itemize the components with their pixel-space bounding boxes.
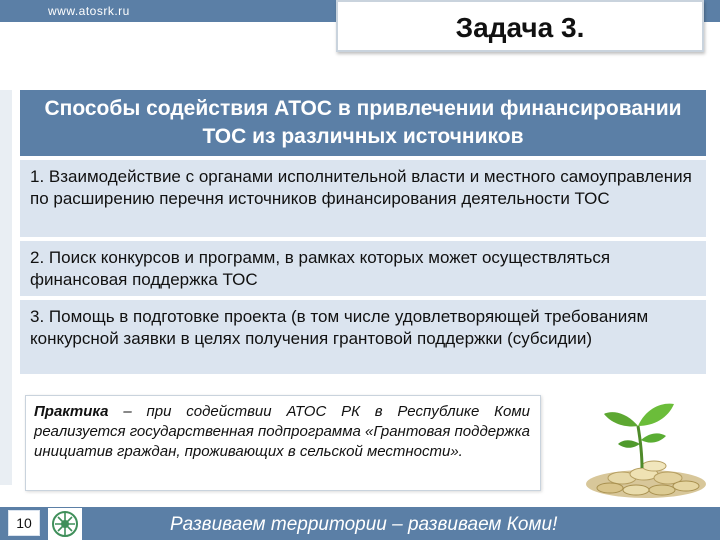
page-number: 10 — [8, 510, 40, 536]
left-decor-strip — [0, 90, 12, 485]
practice-text: – при содействии АТОС РК в Республике Коми реализуется государственная подпрограмма «Грантовая поддержка инициатив граждан, проживающих в сельской местности». — [34, 403, 530, 460]
organization-logo-icon — [48, 508, 82, 540]
footer-slogan: Развиваем территории – развиваем Коми! — [170, 514, 558, 535]
table-row: 2. Поиск конкурсов и программ, в рамках которых может осуществляться финансовая поддержка ТОС — [20, 239, 706, 296]
slide-title: Задача 3. — [455, 12, 585, 43]
table-heading: Способы содействия АТОС в привлечении финансировании ТОС из различных источников — [20, 90, 706, 156]
title-box — [336, 0, 704, 52]
site-url[interactable]: www.atosrk.ru — [48, 4, 130, 18]
table-row: 3. Помощь в подготовке проекта (в том числе удовлетворяющей требованиям конкурсной заявки в целях получения грантовой поддержки (субсидии) — [20, 298, 706, 374]
table-row: 1. Взаимодействие с органами исполнительной власти и местного самоуправления по расширению перечня источников финансирования деятельности ТОС — [20, 158, 706, 237]
coins-sprout-icon — [582, 392, 710, 500]
practice-label: Практика — [34, 403, 109, 420]
practice-box — [25, 395, 541, 491]
